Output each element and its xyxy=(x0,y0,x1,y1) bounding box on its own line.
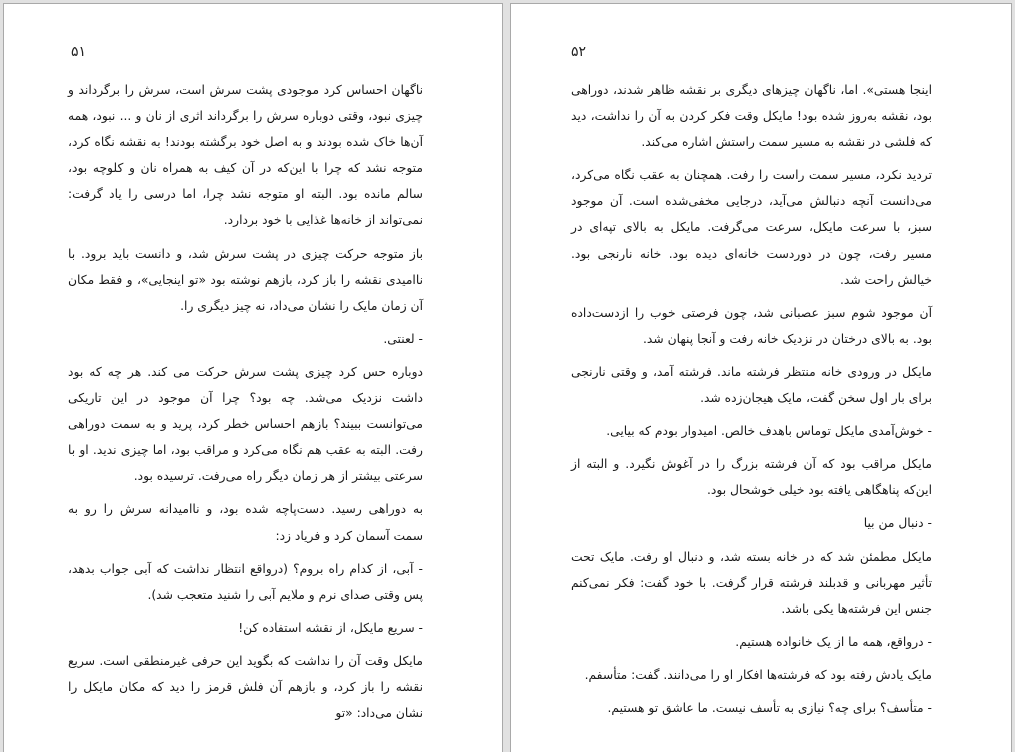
paragraph: مایکل مطمئن شد که در خانه بسته شد، و دنبال او رفت. مایک تحت تأثیر مهربانی و قدبلند فرشته قرار گرفت. با خود گفت: فکر نمی‌کنم جنس این فرشته‌ها یکی باشد. xyxy=(571,549,932,616)
page-number: ۵۲ xyxy=(571,44,587,60)
paragraph: - آبی، از کدام راه بروم؟ (درواقع انتظار نداشت که آبی جواب بدهد، پس وقتی صدای نرم و ملایم آبی را شنید متعجب شد). xyxy=(68,561,423,602)
paragraph: آن موجود شوم سبز عصبانی شد، چون فرصتی خوب را ازدست‌داده بود. به بالای درختان در نزدیک خانه رفت و آنجا پنهان شد. xyxy=(571,305,932,346)
paragraph: به دوراهی رسید. دست‌پاچه شده بود، و ناامیدانه سرش را رو به سمت آسمان کرد و فریاد زد: xyxy=(68,502,423,543)
paragraph: - متأسف؟ برای چه؟ نیازی به تأسف نیست. ما عاشق تو هستیم. xyxy=(607,700,932,715)
paragraph: مایکل مراقب بود که آن فرشته بزرگ را در آغوش نگیرد. و البته از این‌که پناهگاهی یافته بود خیلی خوشحال بود. xyxy=(571,457,932,498)
paragraph: مایک یادش رفته بود که فرشته‌ها افکار او را می‌دانند. گفت: متأسفم. xyxy=(584,667,932,682)
paragraph: - درواقع، همه ما از یک خانواده هستیم. xyxy=(735,634,932,649)
paragraph: مایکل وقت آن را نداشت که بگوید این حرفی غیرمنطقی است. سریع نقشه را باز کرد، و بازهم آن فلش قرمز را دید که مکان مایکل را نشان می‌داد: «تو xyxy=(68,653,423,721)
paragraph: مایکل در ورودی خانه منتظر فرشته ماند. فرشته آمد، و وقتی نارنجی برای بار اول سخن گفت، مایک هیجان‌زده شد. xyxy=(571,364,932,406)
paragraph: اینجا هستی». اما، ناگهان چیزهای دیگری بر نقشه ظاهر شدند، دوراهی بود، نقشه به‌روز شده بود! مایکل وقت فکر کردن به آن را نداشت، دید که فلشی در نقشه به مسیر سمت راستش اشاره می‌کند. xyxy=(571,83,932,150)
page-number: ۵۱ xyxy=(71,44,87,60)
left-page xyxy=(3,3,503,752)
paragraph: - دنبال من بیا xyxy=(863,516,932,531)
paragraph: - سریع مایکل، از نقشه استفاده کن! xyxy=(238,620,423,635)
page-body xyxy=(571,77,932,728)
page-body xyxy=(68,77,423,733)
paragraph: - خوش‌آمدی مایکل توماس باهدف خالص. امیدوار بودم که بیایی. xyxy=(606,424,932,439)
paragraph: تردید نکرد، مسیر سمت راست را رفت. همچنان به عقب نگاه می‌کرد، می‌دانست آنچه دنبالش می‌آید، درجایی مخفی‌شده است. آن موجود سبز، با سرعت مایکل، سرعت می‌گرفت. مایکل به بالای تپه‌ای در مسیر رفت، چون در دوردست خانه‌ای دیده بود. خانه نارنجی بود. خیالش راحت شد. xyxy=(571,168,932,287)
right-page xyxy=(510,3,1012,752)
paragraph: دوباره حس کرد چیزی پشت سرش حرکت می کند. هر چه که بود داشت نزدیک می‌شد. چه بود؟ چرا آن موجود در این تاریکی می‌توانست ببیند؟ بازهم احساس خطر کرد، پرید و به سمت دوراهی رفت. البته به عقب هم نگاه می‌کرد و مراقب بود، اما چیزی ندید. او با سرعتی بیشتر از هر زمان دیگر راه می‌رفت. ترسیده بود. xyxy=(68,364,423,484)
paragraph: - لعنتی. xyxy=(383,331,423,346)
paragraph: ناگهان احساس کرد موجودی پشت سرش است، سرش را برگرداند و چیزی نبود، وقتی دوباره سرش را برگرداند اثری از نان و ... نبود، همه آن‌ها خاک شده بودند و به اصل خود برگشته بودند! به نقشه نگاه کرد، متوجه نشد که چرا با این‌که در آن کیف به همراه نان و کلوچه بود، سالم مانده بود. البته او متوجه نشد چرا، اما درسی را یاد گرفت: نمی‌تواند از خانه‌ها غذایی با خود بردارد. xyxy=(68,83,423,228)
paragraph: باز متوجه حرکت چیزی در پشت سرش شد، و دانست باید برود. با ناامیدی نقشه را باز کرد، بازهم نوشته بود «تو اینجایی»، و فقط مکان آن زمان مایک را نشان می‌داد، نه چیز دیگری را. xyxy=(68,246,423,313)
